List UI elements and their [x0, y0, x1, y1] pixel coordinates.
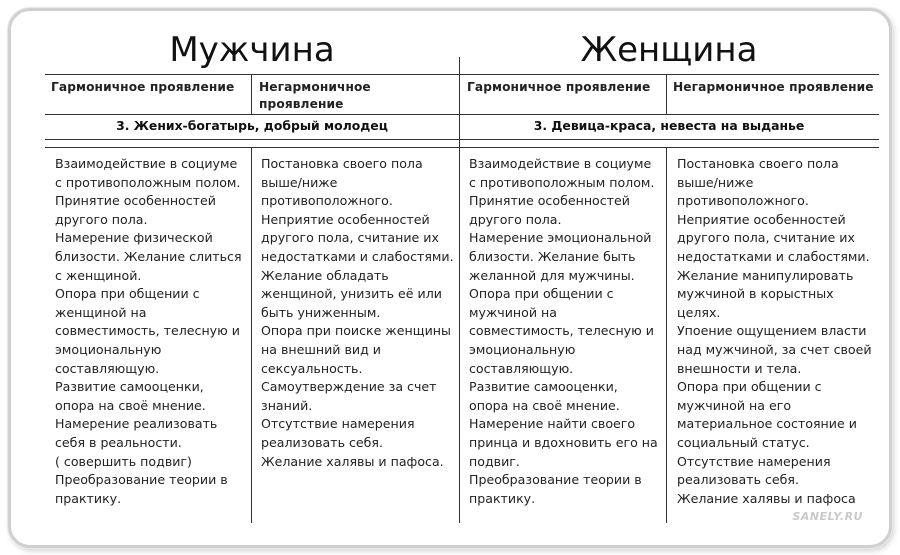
cell-line: быть униженным.: [261, 304, 381, 320]
col-woman-disharmonious: [677, 155, 877, 508]
title-woman: Женщина: [580, 30, 758, 70]
cell-line: Намерение физической: [55, 230, 213, 246]
cell-line: Постановка своего пола: [677, 156, 839, 171]
cell-line: другого пола, считание их: [261, 230, 439, 246]
cell-line: противоположного.: [261, 193, 393, 209]
cell-line: себя в реальности.: [55, 434, 182, 450]
cell-line: над мужчиной, за счет своей: [677, 341, 872, 357]
cell-line: эмоциональную: [469, 341, 576, 357]
cell-line: практику.: [55, 490, 122, 506]
divider-man-cols-body: [251, 147, 252, 523]
header-man-disharmonious: [259, 79, 371, 113]
cell-line: другого пола, считание их: [677, 230, 855, 246]
cell-line: реализовать себя.: [677, 472, 800, 488]
header-woman-disharmonious: Негармоничное проявление: [673, 80, 874, 94]
cell-line: Желание халявы и пафоса: [677, 490, 856, 506]
cell-line: другого пола.: [55, 211, 148, 227]
cell-line: Намерение найти своего: [469, 416, 636, 432]
cell-line: мужчиной на: [469, 304, 558, 320]
cell-line: недостатками и слабостями.: [261, 248, 454, 264]
cell-line: Развитие самооценки,: [55, 379, 204, 395]
table-card: [8, 8, 892, 548]
rule-under-title: [45, 74, 879, 75]
cell-line: Желание обладать: [261, 267, 389, 283]
cell-line: практику.: [469, 490, 536, 506]
cell-line: Неприятие особенностей: [677, 211, 846, 227]
cell-line: материальное состояние и: [677, 416, 857, 432]
cell-line: с противоположным полом.: [55, 174, 241, 190]
cell-line: Принятие особенностей: [55, 193, 216, 209]
cell-line: другого пола.: [469, 211, 562, 227]
cell-line: мужчиной на его: [677, 397, 792, 413]
cell-line: Самоутверждение за счет: [261, 379, 437, 395]
cell-line: сексуальность.: [261, 360, 363, 376]
cell-line: с противоположным полом.: [469, 174, 655, 190]
cell-line: Желание халявы и пафоса.: [261, 453, 444, 469]
rule-above-body: [45, 147, 879, 148]
cell-line: знаний.: [261, 397, 313, 413]
cell-line: реализовать себя.: [261, 434, 384, 450]
cell-line: Преобразование теории в: [469, 472, 642, 488]
col-woman-harmonious: [469, 155, 663, 508]
watermark: SANELY.RU: [792, 510, 863, 523]
cell-line: Преобразование теории в: [55, 472, 228, 488]
cell-line: составляющую.: [55, 360, 160, 376]
cell-line: женщиной на: [55, 304, 147, 320]
cell-line: на внешний вид и: [261, 341, 381, 357]
cell-line: Упоение ощущением власти: [677, 323, 867, 339]
divider-woman-cols-body: [666, 147, 667, 523]
cell-line: мужчиной в корыстных: [677, 286, 834, 302]
cell-line: Отсутствие намерения: [677, 453, 831, 469]
rule-under-section: [45, 139, 879, 140]
cell-line: социальный статус.: [677, 434, 810, 450]
cell-line: опора на своё мнение.: [55, 397, 206, 413]
cell-line: подвиг.: [469, 453, 520, 469]
cell-line: опора на своё мнение.: [469, 397, 620, 413]
cell-line: целях.: [677, 304, 721, 320]
cell-line: эмоциональную: [55, 341, 162, 357]
cell-line: совместимость, телесную и: [469, 323, 654, 339]
section-man: 3. Жених-богатырь, добрый молодец: [116, 118, 388, 133]
cell-line: Развитие самооценки,: [469, 379, 618, 395]
header-man-harmonious: Гармоничное проявление: [51, 80, 235, 94]
cell-line: Намерение эмоциональной: [469, 230, 652, 246]
section-woman: 3. Девица-краса, невеста на выданье: [533, 118, 805, 133]
cell-line: принца и вдохновить его на: [469, 434, 658, 450]
title-man: Мужчина: [169, 30, 335, 70]
cell-line: Опора при общении с: [55, 286, 200, 302]
cell-line: с женщиной.: [55, 267, 142, 283]
cell-line: желанной для мужчины.: [469, 267, 635, 283]
cell-line: близости. Желание слиться: [55, 248, 242, 264]
cell-line: Принятие особенностей: [469, 193, 630, 209]
cell-line: Опора при поиске женщины: [261, 323, 451, 339]
header-woman-harmonious: Гармоничное проявление: [467, 80, 651, 94]
cell-line: составляющую.: [469, 360, 574, 376]
cell-line: Взаимодействие в социуме: [469, 156, 652, 171]
header-man-disharmonious-line2: проявление: [259, 97, 344, 111]
col-man-harmonious: [55, 155, 249, 508]
cell-line: Намерение реализовать: [55, 416, 218, 432]
cell-line: внешности и тела.: [677, 360, 802, 376]
cell-line: близости. Желание быть: [469, 248, 636, 264]
cell-line: Опора при общении с: [677, 379, 822, 395]
cell-line: Постановка своего пола: [261, 156, 423, 171]
cell-line: выше/ниже: [261, 174, 338, 190]
cell-line: Отсутствие намерения: [261, 416, 415, 432]
header-man-disharmonious-line1: Негармоничное: [259, 80, 371, 94]
cell-line: Опора при общении с: [469, 286, 614, 302]
cell-line: женщиной, унизить её или: [261, 286, 442, 302]
cell-line: Неприятие особенностей: [261, 211, 430, 227]
cell-line: ( совершить подвиг): [55, 453, 192, 469]
cell-line: выше/ниже: [677, 174, 754, 190]
cell-line: Желание манипулировать: [677, 267, 854, 283]
cell-line: совместимость, телесную и: [55, 323, 240, 339]
cell-line: недостатками и слабостями.: [677, 248, 870, 264]
divider-man-cols: [251, 75, 252, 115]
comparison-table: [45, 27, 879, 523]
col-man-disharmonious: [261, 155, 457, 471]
divider-woman-cols: [666, 75, 667, 115]
cell-line: Взаимодействие в социуме: [55, 156, 238, 171]
cell-line: противоположного.: [677, 193, 809, 209]
